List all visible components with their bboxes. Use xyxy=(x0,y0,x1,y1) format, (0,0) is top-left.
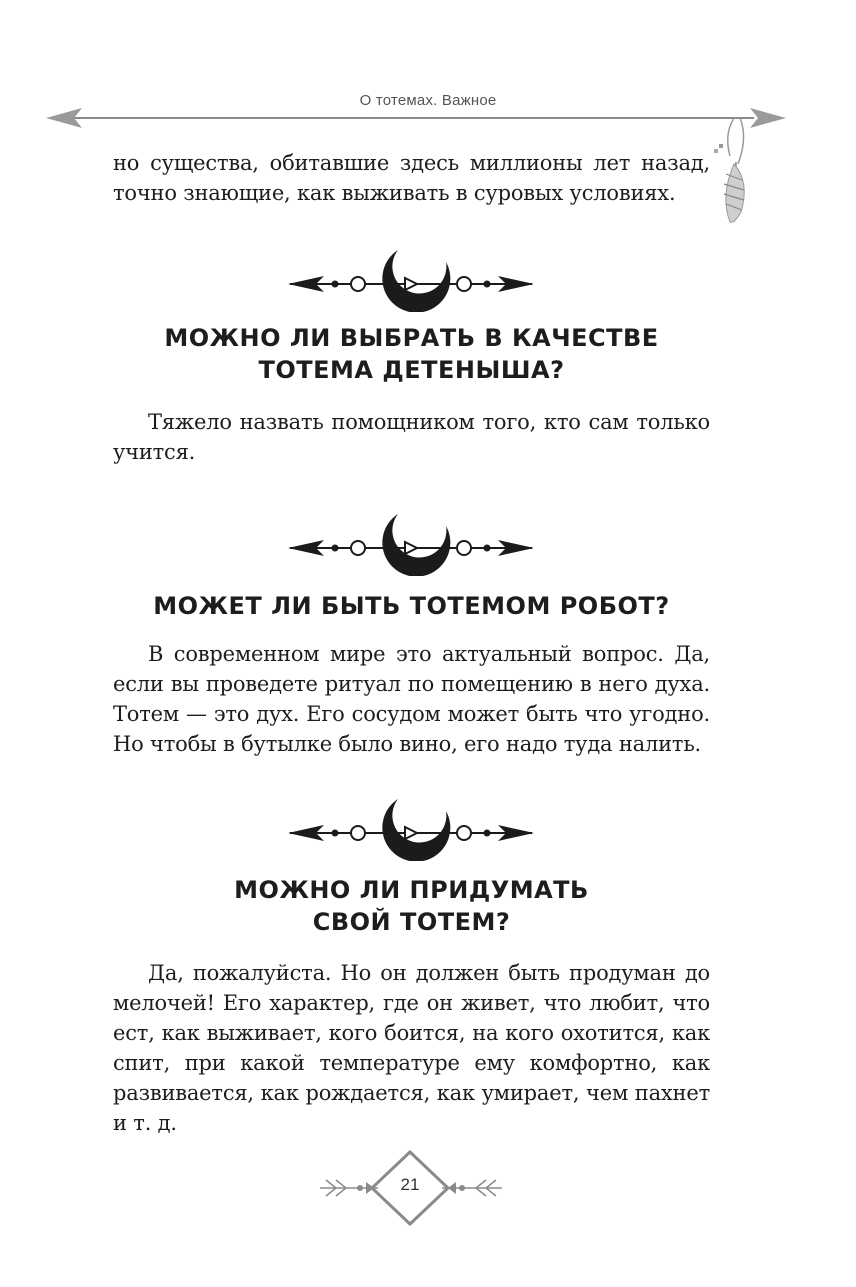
running-title: О тотемах. Важное xyxy=(359,92,497,109)
paragraph: В современном мире это актуальный вопрос. Да, если вы проведете ритуал по помещению в него духа. Тотем — это дух. Его сосудом может быть что угодно. Но чтобы в бутылке было вино, его надо туда налить. xyxy=(113,642,710,756)
page-number: 21 xyxy=(400,1175,420,1194)
moon-arrow-ornament-icon xyxy=(286,246,536,312)
moon-arrow-ornament-icon xyxy=(286,795,536,861)
paragraph: Да, пожалуйста. Но он должен быть продуман до мелочей! Его характер, где он живет, что любит, что ест, как выживает, кого боится, на кого охотится, как спит, при какой температуре ему комфортно, как развивается, как рождается, как умирает, чем пахнет и т. д. xyxy=(113,961,710,1135)
section-heading: МОЖНО ЛИ ПРИДУМАТЬ СВОЙ ТОТЕМ? xyxy=(234,876,589,936)
section-heading: МОЖНО ЛИ ВЫБРАТЬ В КАЧЕСТВЕ ТОТЕМА ДЕТЕНЫША? xyxy=(164,324,659,384)
paragraph-continuation: но существа, обитавшие здесь миллионы лет назад, точно знающие, как выживать в суровых условиях. xyxy=(113,151,710,205)
moon-arrow-ornament-icon xyxy=(286,510,536,576)
feather-icon xyxy=(714,118,744,222)
section-heading: МОЖЕТ ЛИ БЫТЬ ТОТЕМОМ РОБОТ? xyxy=(153,592,670,620)
paragraph: Тяжело назвать помощником того, кто сам только учится. xyxy=(113,410,710,464)
